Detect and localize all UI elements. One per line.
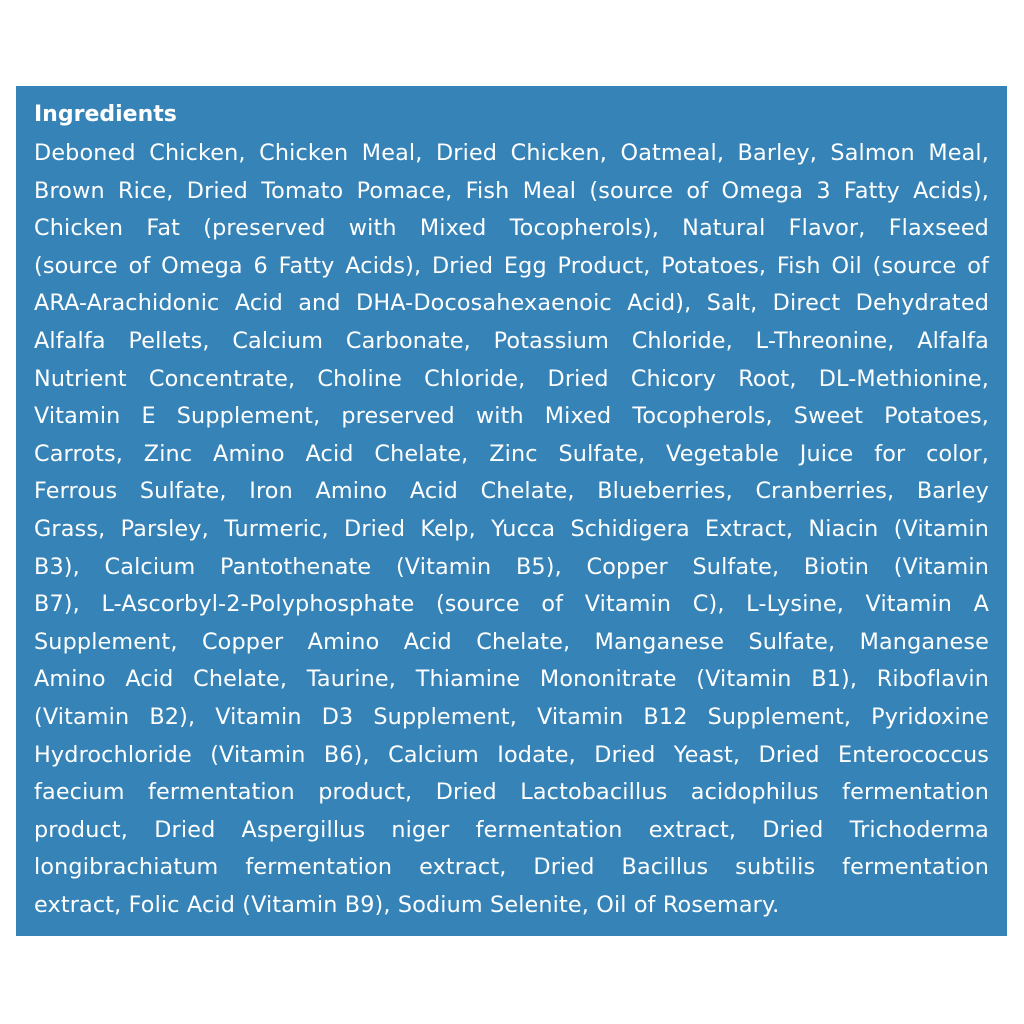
ingredient-line: Ferrous Sulfate, Iron Amino Acid Chelate, Blueberries, Cranberries, Barley xyxy=(34,478,989,505)
ingredient-line: Carrots, Zinc Amino Acid Chelate, Zinc Sulfate, Vegetable Juice for color, xyxy=(34,440,989,467)
ingredient-line: B3), Calcium Pantothenate (Vitamin B5), Copper Sulfate, Biotin (Vitamin xyxy=(34,553,989,580)
ingredient-line: Brown Rice, Dried Tomato Pomace, Fish Meal (source of Omega 3 Fatty Acids), xyxy=(34,177,989,204)
ingredient-line: Chicken Fat (preserved with Mixed Tocopherols), Natural Flavor, Flaxseed xyxy=(34,215,989,242)
ingredient-line: longibrachiatum fermentation extract, Dried Bacillus subtilis fermentation xyxy=(34,854,989,881)
ingredients-panel xyxy=(16,86,1007,936)
ingredient-line: ARA-Arachidonic Acid and DHA-Docosahexaenoic Acid), Salt, Direct Dehydrated xyxy=(34,290,989,317)
ingredient-line: Vitamin E Supplement, preserved with Mixed Tocopherols, Sweet Potatoes, xyxy=(34,403,989,430)
ingredient-line: Supplement, Copper Amino Acid Chelate, Manganese Sulfate, Manganese xyxy=(34,628,989,655)
ingredient-line: B7), L-Ascorbyl-2-Polyphosphate (source of Vitamin C), L-Lysine, Vitamin A xyxy=(34,591,989,618)
ingredient-line: Nutrient Concentrate, Choline Chloride, Dried Chicory Root, DL-Methionine, xyxy=(34,365,989,392)
ingredient-line: extract, Folic Acid (Vitamin B9), Sodium Selenite, Oil of Rosemary. xyxy=(34,891,780,918)
ingredients-list xyxy=(34,135,989,924)
ingredient-line: faecium fermentation product, Dried Lactobacillus acidophilus fermentation xyxy=(34,779,989,806)
ingredients-heading: Ingredients xyxy=(34,102,177,127)
ingredient-line: product, Dried Aspergillus niger fermentation extract, Dried Trichoderma xyxy=(34,816,989,843)
ingredient-line: Deboned Chicken, Chicken Meal, Dried Chicken, Oatmeal, Barley, Salmon Meal, xyxy=(34,140,989,166)
ingredient-line: Grass, Parsley, Turmeric, Dried Kelp, Yucca Schidigera Extract, Niacin (Vitamin xyxy=(34,515,989,542)
ingredient-line: Amino Acid Chelate, Taurine, Thiamine Mononitrate (Vitamin B1), Riboflavin xyxy=(34,666,989,693)
ingredient-line: (Vitamin B2), Vitamin D3 Supplement, Vitamin B12 Supplement, Pyridoxine xyxy=(34,703,989,730)
ingredient-line: Hydrochloride (Vitamin B6), Calcium Iodate, Dried Yeast, Dried Enterococcus xyxy=(34,741,989,768)
ingredient-line: (source of Omega 6 Fatty Acids), Dried Egg Product, Potatoes, Fish Oil (source of xyxy=(34,252,989,279)
ingredient-line: Alfalfa Pellets, Calcium Carbonate, Potassium Chloride, L-Threonine, Alfalfa xyxy=(34,327,989,354)
